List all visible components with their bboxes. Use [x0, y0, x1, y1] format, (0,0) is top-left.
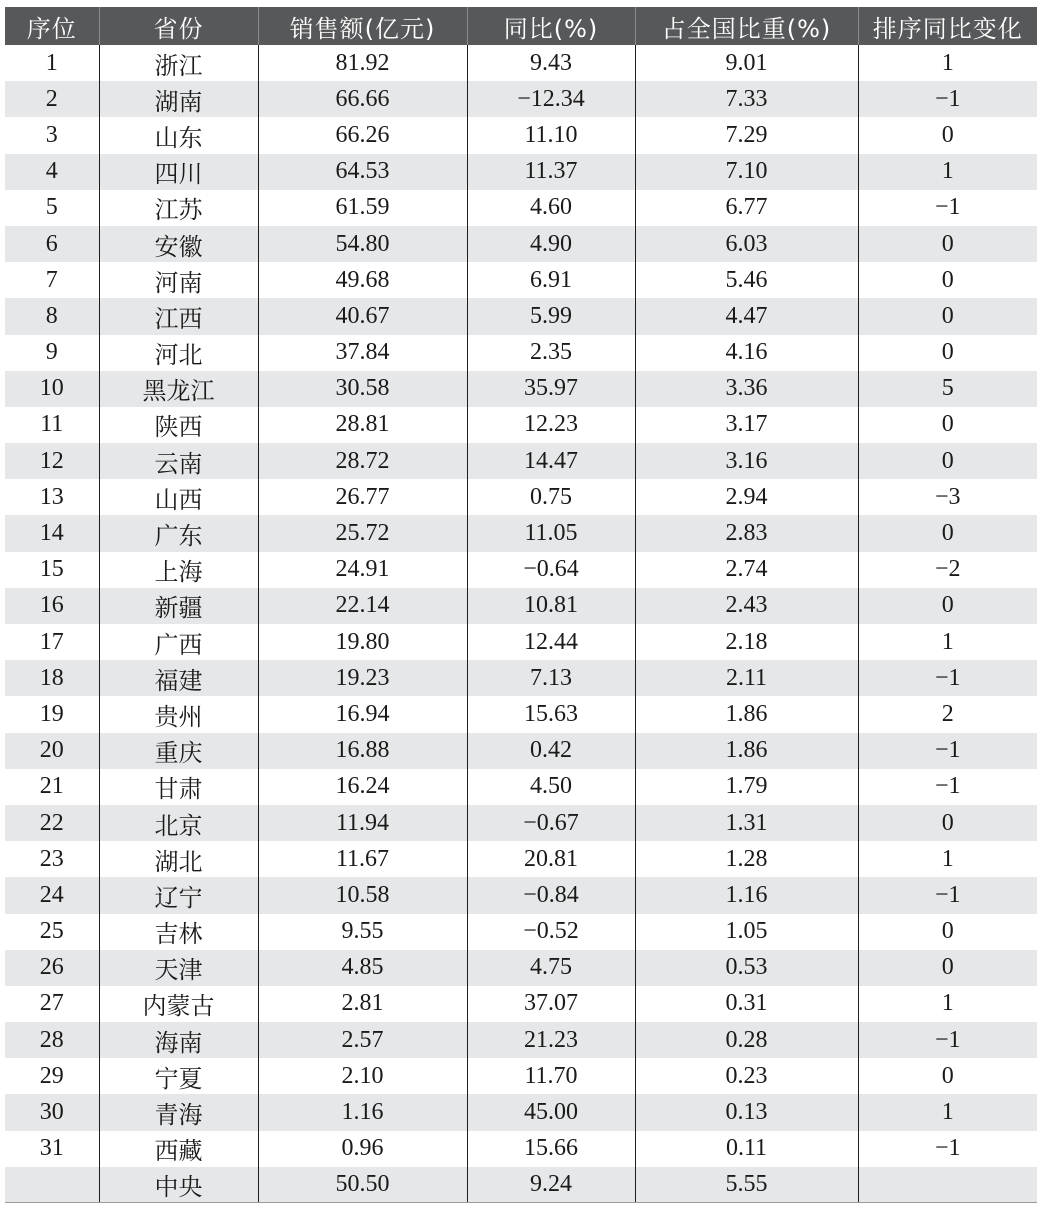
cell-sales: 4.85: [258, 950, 467, 986]
table-row: [5, 226, 1037, 262]
table-row: [5, 335, 1037, 371]
cell-sales: 28.81: [258, 407, 467, 443]
cell-province: 天津: [99, 950, 258, 986]
cell-rank-change: −1: [858, 769, 1037, 805]
cell-rank: 8: [5, 298, 99, 334]
cell-national-share: 3.17: [635, 407, 858, 443]
cell-rank-change: −1: [858, 81, 1037, 117]
table-row: [5, 552, 1037, 588]
cell-yoy: 15.66: [467, 1131, 635, 1167]
cell-rank-change: 0: [858, 914, 1037, 950]
cell-rank-change: −1: [858, 733, 1037, 769]
cell-province: 福建: [99, 660, 258, 696]
sales-table-frame: [5, 7, 1037, 1203]
cell-yoy: 0.42: [467, 733, 635, 769]
cell-province: 新疆: [99, 588, 258, 624]
cell-rank-change: 1: [858, 1094, 1037, 1130]
cell-province: 内蒙古: [99, 986, 258, 1022]
cell-rank-change: 1: [858, 841, 1037, 877]
cell-rank: 2: [5, 81, 99, 117]
cell-province: 河北: [99, 335, 258, 371]
cell-rank-change: 0: [858, 226, 1037, 262]
cell-rank: 10: [5, 371, 99, 407]
table-row: [5, 1058, 1037, 1094]
table-row: [5, 262, 1037, 298]
table-row: [5, 986, 1037, 1022]
cell-yoy: 12.23: [467, 407, 635, 443]
cell-rank: 7: [5, 262, 99, 298]
cell-yoy: 11.70: [467, 1058, 635, 1094]
cell-national-share: 2.43: [635, 588, 858, 624]
cell-national-share: 6.77: [635, 190, 858, 226]
cell-rank: 18: [5, 660, 99, 696]
table-row: [5, 1094, 1037, 1130]
cell-yoy: −0.67: [467, 805, 635, 841]
cell-national-share: 2.83: [635, 515, 858, 551]
cell-sales: 2.10: [258, 1058, 467, 1094]
cell-sales: 37.84: [258, 335, 467, 371]
table-header: [5, 7, 1037, 45]
cell-sales: 16.94: [258, 696, 467, 732]
cell-rank: 17: [5, 624, 99, 660]
cell-sales: 26.77: [258, 479, 467, 515]
cell-rank-change: −3: [858, 479, 1037, 515]
cell-national-share: 2.18: [635, 624, 858, 660]
cell-national-share: 5.46: [635, 262, 858, 298]
table-row: [5, 1022, 1037, 1058]
cell-national-share: 0.11: [635, 1131, 858, 1167]
cell-rank-change: 0: [858, 298, 1037, 334]
cell-rank: 26: [5, 950, 99, 986]
table-row: [5, 298, 1037, 334]
cell-rank-change: −1: [858, 1131, 1037, 1167]
cell-yoy: 9.24: [467, 1167, 635, 1203]
header-rank: 序位: [5, 7, 99, 45]
cell-province: 广西: [99, 624, 258, 660]
cell-sales: 9.55: [258, 914, 467, 950]
cell-sales: 64.53: [258, 154, 467, 190]
cell-sales: 30.58: [258, 371, 467, 407]
table-row: [5, 733, 1037, 769]
cell-sales: 66.26: [258, 117, 467, 153]
cell-province: 陕西: [99, 407, 258, 443]
cell-rank: 1: [5, 45, 99, 81]
cell-yoy: −0.52: [467, 914, 635, 950]
cell-national-share: 9.01: [635, 45, 858, 81]
cell-sales: 1.16: [258, 1094, 467, 1130]
cell-rank-change: −2: [858, 552, 1037, 588]
cell-rank: 6: [5, 226, 99, 262]
cell-yoy: 35.97: [467, 371, 635, 407]
cell-national-share: 0.23: [635, 1058, 858, 1094]
cell-yoy: 45.00: [467, 1094, 635, 1130]
cell-rank-change: 5: [858, 371, 1037, 407]
cell-rank-change: −1: [858, 877, 1037, 913]
cell-province: 甘肃: [99, 769, 258, 805]
table-row: [5, 769, 1037, 805]
cell-rank: 21: [5, 769, 99, 805]
table-row: [5, 371, 1037, 407]
cell-province: 山东: [99, 117, 258, 153]
cell-yoy: 37.07: [467, 986, 635, 1022]
cell-province: 青海: [99, 1094, 258, 1130]
cell-sales: 50.50: [258, 1167, 467, 1203]
table-row: [5, 1167, 1037, 1203]
cell-province: 湖北: [99, 841, 258, 877]
cell-yoy: 4.50: [467, 769, 635, 805]
cell-yoy: 0.75: [467, 479, 635, 515]
table-row: [5, 443, 1037, 479]
cell-sales: 2.57: [258, 1022, 467, 1058]
cell-province: 中央: [99, 1167, 258, 1203]
header-sales: 销售额(亿元): [258, 7, 467, 45]
cell-sales: 2.81: [258, 986, 467, 1022]
table-row: [5, 190, 1037, 226]
table-row: [5, 950, 1037, 986]
table-row: [5, 805, 1037, 841]
cell-rank-change: 0: [858, 117, 1037, 153]
cell-sales: 81.92: [258, 45, 467, 81]
cell-rank-change: −1: [858, 1022, 1037, 1058]
table-row: [5, 696, 1037, 732]
provincial-sales-table: [5, 7, 1037, 1203]
cell-province: 江西: [99, 298, 258, 334]
cell-sales: 11.94: [258, 805, 467, 841]
cell-national-share: 2.94: [635, 479, 858, 515]
cell-national-share: 1.79: [635, 769, 858, 805]
cell-national-share: 1.05: [635, 914, 858, 950]
cell-rank: 24: [5, 877, 99, 913]
header-yoy: 同比(%): [467, 7, 635, 45]
bottom-rule: [5, 1202, 1037, 1203]
header-province: 省份: [99, 7, 258, 45]
cell-rank-change: 2: [858, 696, 1037, 732]
header-rank-change: 排序同比变化: [858, 7, 1037, 45]
cell-sales: 16.24: [258, 769, 467, 805]
cell-rank-change: 0: [858, 262, 1037, 298]
cell-yoy: −12.34: [467, 81, 635, 117]
cell-yoy: 9.43: [467, 45, 635, 81]
cell-rank: 14: [5, 515, 99, 551]
cell-rank-change: 0: [858, 443, 1037, 479]
cell-rank: 30: [5, 1094, 99, 1130]
cell-yoy: 4.75: [467, 950, 635, 986]
cell-rank: 27: [5, 986, 99, 1022]
cell-province: 辽宁: [99, 877, 258, 913]
cell-rank: 25: [5, 914, 99, 950]
table-row: [5, 45, 1037, 81]
cell-yoy: 21.23: [467, 1022, 635, 1058]
cell-yoy: 5.99: [467, 298, 635, 334]
table-row: [5, 154, 1037, 190]
cell-province: 广东: [99, 515, 258, 551]
cell-rank-change: 1: [858, 154, 1037, 190]
cell-rank-change: [858, 1167, 1037, 1203]
cell-province: 重庆: [99, 733, 258, 769]
cell-yoy: 20.81: [467, 841, 635, 877]
cell-province: 黑龙江: [99, 371, 258, 407]
cell-sales: 61.59: [258, 190, 467, 226]
cell-rank-change: −1: [858, 660, 1037, 696]
cell-sales: 49.68: [258, 262, 467, 298]
cell-national-share: 0.53: [635, 950, 858, 986]
cell-province: 河南: [99, 262, 258, 298]
cell-rank: 5: [5, 190, 99, 226]
cell-sales: 40.67: [258, 298, 467, 334]
cell-sales: 19.23: [258, 660, 467, 696]
cell-rank: 15: [5, 552, 99, 588]
cell-yoy: 10.81: [467, 588, 635, 624]
cell-province: 安徽: [99, 226, 258, 262]
cell-rank: 19: [5, 696, 99, 732]
cell-rank-change: 1: [858, 624, 1037, 660]
cell-yoy: 14.47: [467, 443, 635, 479]
cell-sales: 24.91: [258, 552, 467, 588]
header-row: [5, 7, 1037, 45]
cell-yoy: 2.35: [467, 335, 635, 371]
table-row: [5, 515, 1037, 551]
cell-national-share: 2.11: [635, 660, 858, 696]
table-row: [5, 81, 1037, 117]
cell-national-share: 6.03: [635, 226, 858, 262]
cell-rank: 11: [5, 407, 99, 443]
cell-national-share: 1.86: [635, 696, 858, 732]
table-row: [5, 479, 1037, 515]
cell-yoy: −0.64: [467, 552, 635, 588]
cell-national-share: 1.86: [635, 733, 858, 769]
cell-province: 浙江: [99, 45, 258, 81]
cell-national-share: 1.31: [635, 805, 858, 841]
cell-yoy: 11.05: [467, 515, 635, 551]
cell-rank-change: 0: [858, 1058, 1037, 1094]
cell-yoy: 12.44: [467, 624, 635, 660]
cell-national-share: 2.74: [635, 552, 858, 588]
cell-yoy: 7.13: [467, 660, 635, 696]
cell-rank-change: 1: [858, 986, 1037, 1022]
cell-sales: 0.96: [258, 1131, 467, 1167]
cell-national-share: 4.47: [635, 298, 858, 334]
table-row: [5, 588, 1037, 624]
cell-sales: 66.66: [258, 81, 467, 117]
cell-national-share: 7.10: [635, 154, 858, 190]
cell-rank: 28: [5, 1022, 99, 1058]
cell-sales: 28.72: [258, 443, 467, 479]
cell-sales: 22.14: [258, 588, 467, 624]
cell-yoy: 4.90: [467, 226, 635, 262]
table-row: [5, 1131, 1037, 1167]
cell-rank: 20: [5, 733, 99, 769]
cell-rank-change: 0: [858, 805, 1037, 841]
cell-province: 湖南: [99, 81, 258, 117]
cell-rank-change: 0: [858, 515, 1037, 551]
cell-national-share: 5.55: [635, 1167, 858, 1203]
cell-national-share: 7.33: [635, 81, 858, 117]
cell-national-share: 0.13: [635, 1094, 858, 1130]
cell-sales: 19.80: [258, 624, 467, 660]
table-row: [5, 407, 1037, 443]
cell-rank: 23: [5, 841, 99, 877]
cell-province: 四川: [99, 154, 258, 190]
cell-national-share: 1.28: [635, 841, 858, 877]
cell-national-share: 7.29: [635, 117, 858, 153]
cell-yoy: 6.91: [467, 262, 635, 298]
cell-national-share: 1.16: [635, 877, 858, 913]
cell-sales: 10.58: [258, 877, 467, 913]
cell-rank-change: 0: [858, 588, 1037, 624]
cell-yoy: −0.84: [467, 877, 635, 913]
cell-province: 北京: [99, 805, 258, 841]
cell-rank-change: 0: [858, 335, 1037, 371]
cell-national-share: 3.36: [635, 371, 858, 407]
cell-province: 江苏: [99, 190, 258, 226]
cell-rank: 9: [5, 335, 99, 371]
cell-rank: 31: [5, 1131, 99, 1167]
cell-yoy: 11.37: [467, 154, 635, 190]
cell-rank-change: −1: [858, 190, 1037, 226]
cell-yoy: 15.63: [467, 696, 635, 732]
cell-national-share: 0.28: [635, 1022, 858, 1058]
cell-rank: 22: [5, 805, 99, 841]
cell-rank: [5, 1167, 99, 1203]
cell-sales: 16.88: [258, 733, 467, 769]
table-body: [5, 45, 1037, 1203]
cell-province: 山西: [99, 479, 258, 515]
cell-rank: 12: [5, 443, 99, 479]
cell-rank: 13: [5, 479, 99, 515]
table-row: [5, 624, 1037, 660]
table-row: [5, 660, 1037, 696]
cell-national-share: 0.31: [635, 986, 858, 1022]
cell-province: 吉林: [99, 914, 258, 950]
cell-rank-change: 0: [858, 407, 1037, 443]
cell-province: 西藏: [99, 1131, 258, 1167]
cell-sales: 54.80: [258, 226, 467, 262]
table-row: [5, 117, 1037, 153]
cell-rank: 16: [5, 588, 99, 624]
cell-rank-change: 1: [858, 45, 1037, 81]
cell-national-share: 4.16: [635, 335, 858, 371]
cell-province: 海南: [99, 1022, 258, 1058]
cell-rank: 29: [5, 1058, 99, 1094]
table-row: [5, 877, 1037, 913]
cell-province: 贵州: [99, 696, 258, 732]
cell-rank-change: 0: [858, 950, 1037, 986]
cell-province: 云南: [99, 443, 258, 479]
cell-rank: 3: [5, 117, 99, 153]
cell-national-share: 3.16: [635, 443, 858, 479]
cell-province: 宁夏: [99, 1058, 258, 1094]
cell-sales: 11.67: [258, 841, 467, 877]
cell-yoy: 4.60: [467, 190, 635, 226]
cell-sales: 25.72: [258, 515, 467, 551]
cell-rank: 4: [5, 154, 99, 190]
table-row: [5, 841, 1037, 877]
cell-province: 上海: [99, 552, 258, 588]
cell-yoy: 11.10: [467, 117, 635, 153]
header-national-share: 占全国比重(%): [635, 7, 858, 45]
table-row: [5, 914, 1037, 950]
